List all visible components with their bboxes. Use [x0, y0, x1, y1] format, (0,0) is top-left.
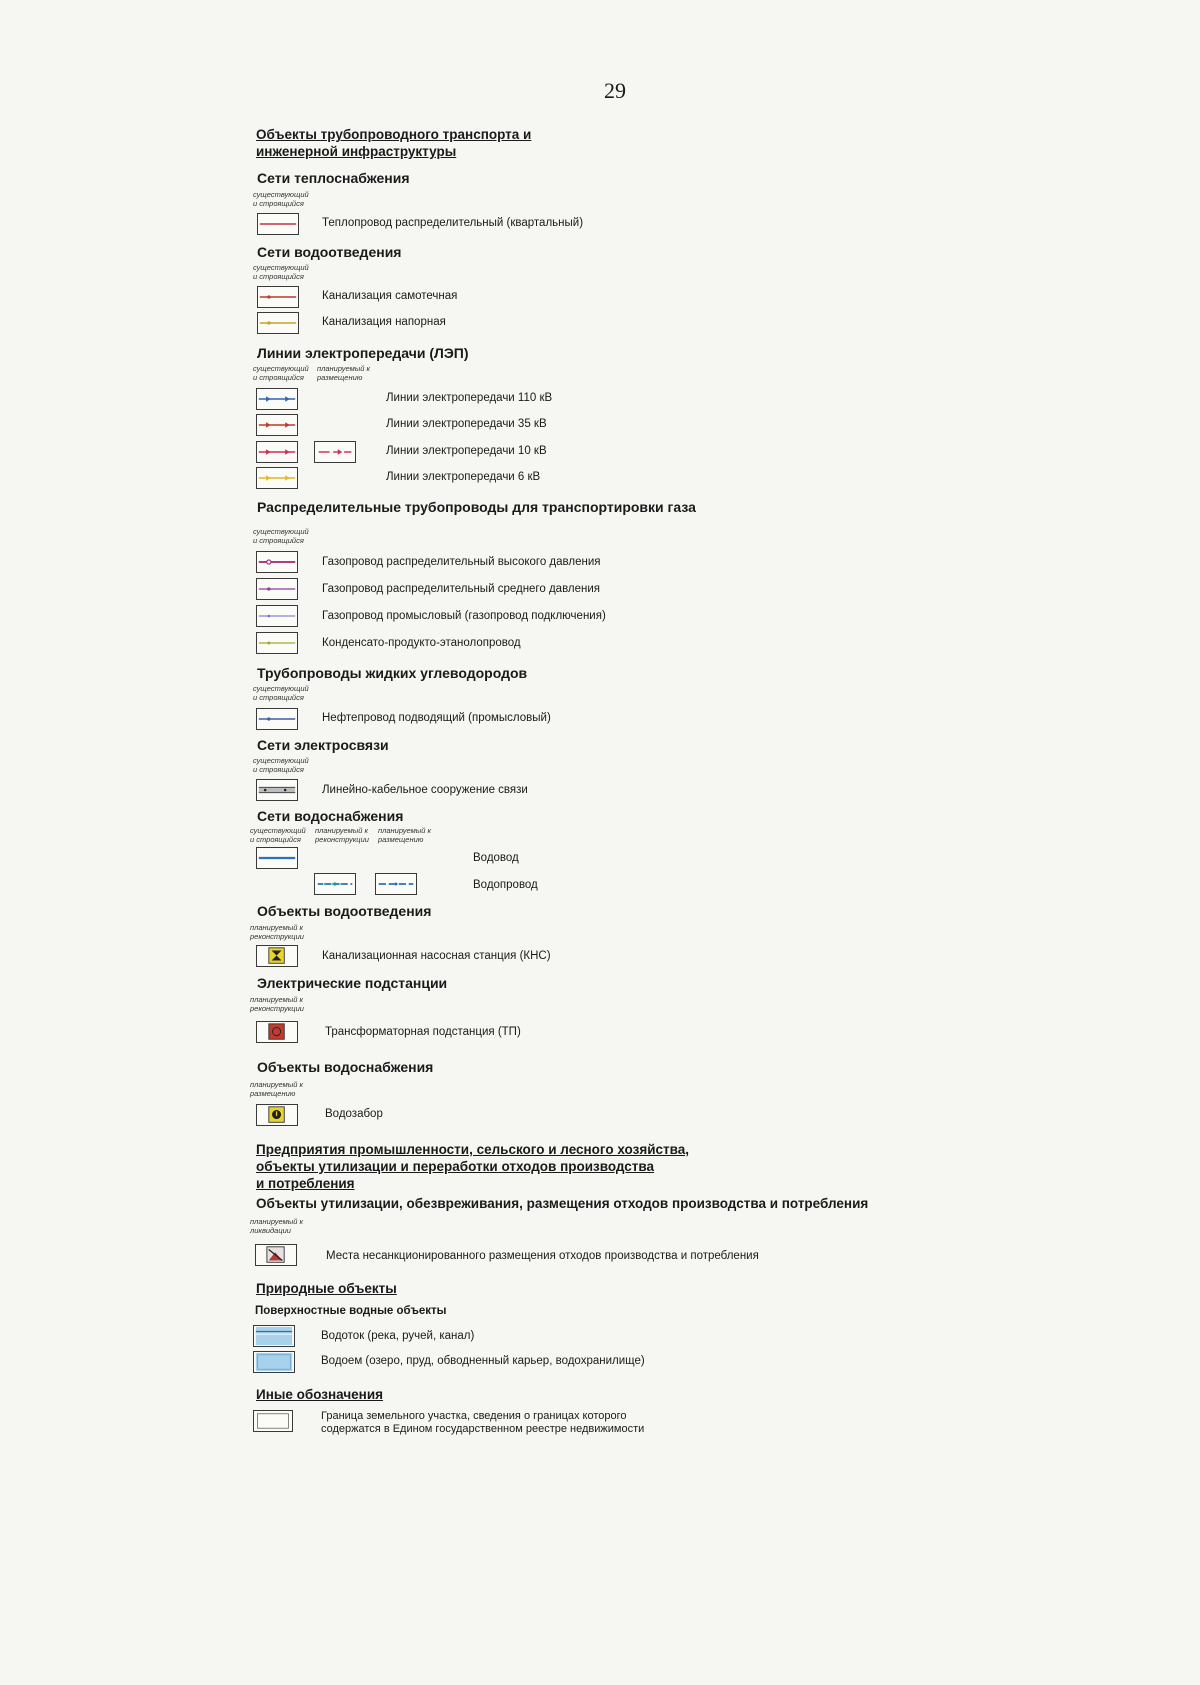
caption-reconstruction — [250, 923, 304, 941]
caption-existing — [253, 263, 309, 281]
power-6-symbol — [256, 467, 298, 489]
caption-line: размещению — [378, 835, 424, 844]
caption-line: планируемый к — [250, 995, 304, 1004]
caption-line: существующий — [253, 190, 309, 199]
caption-existing — [253, 364, 309, 382]
section-title-nature: Природные объекты — [256, 1281, 397, 1296]
legend-label: Газопровод промысловый (газопровод подключения) — [322, 610, 606, 622]
caption-line: существующий — [250, 826, 306, 835]
section-title-industry — [256, 1141, 689, 1192]
legend-label: Водоток (река, ручей, канал) — [321, 1330, 475, 1342]
land-plot-boundary-symbol — [253, 1410, 293, 1432]
water-reconstruction-symbol — [314, 873, 356, 895]
group-title-water: Сети водоснабжения — [257, 808, 404, 824]
watercourse-symbol — [253, 1325, 295, 1347]
transformer-substation-symbol — [256, 1021, 298, 1043]
power-110-symbol — [256, 388, 298, 410]
legend-label: Теплопровод распределительный (квартальный) — [322, 217, 584, 229]
legend-label: Трансформаторная подстанция (ТП) — [325, 1026, 521, 1038]
kns-symbol — [256, 945, 298, 967]
group-title-surface-water: Поверхностные водные объекты — [255, 1305, 447, 1317]
caption-planned — [250, 1080, 303, 1098]
legend-label: Водозабор — [325, 1108, 383, 1120]
group-title-waste: Объекты утилизации, обезвреживания, размещения отходов производства и потребления — [256, 1196, 869, 1211]
section-title-line: Объекты трубопроводного транспорта и — [256, 127, 532, 142]
gas-high-symbol — [256, 551, 298, 573]
water-main-symbol — [256, 847, 298, 869]
caption-line: реконструкции — [315, 835, 369, 844]
group-title-water-objects: Объекты водоснабжения — [257, 1059, 434, 1075]
legend-label: Водопровод — [473, 879, 538, 891]
caption-line: и строящийся — [253, 536, 304, 545]
caption-reconstruction — [250, 995, 304, 1013]
legend-label: Нефтепровод подводящий (промысловый) — [322, 712, 551, 724]
group-title-power: Линии электропередачи (ЛЭП) — [257, 345, 469, 361]
legend-label: Линии электропередачи 6 кВ — [386, 471, 541, 483]
legend-label-line: Граница земельного участка, сведения о границах которого — [321, 1410, 627, 1422]
group-title-substations: Электрические подстанции — [257, 975, 448, 991]
section-title-line: объекты утилизации и переработки отходов производства — [256, 1159, 655, 1174]
group-title-gas: Распределительные трубопроводы для транспортировки газа — [257, 499, 696, 515]
caption-line: и строящийся — [253, 693, 304, 702]
caption-line: планируемый к — [317, 364, 371, 373]
section-title-line: и потребления — [256, 1176, 355, 1191]
caption-line: существующий — [253, 684, 309, 693]
legend-label: Водоем (озеро, пруд, обводненный карьер, водохранилище) — [321, 1355, 645, 1367]
caption-line: существующий — [253, 527, 309, 536]
heat-pipeline-symbol — [257, 213, 299, 235]
section-title-pipelines — [256, 126, 531, 160]
caption-line: и строящийся — [253, 373, 304, 382]
legend-label: Линии электропередачи 10 кВ — [386, 445, 547, 457]
legend-label: Линейно-кабельное сооружение связи — [322, 784, 528, 796]
page-number: 29 — [604, 78, 626, 103]
caption-line: и строящийся — [253, 272, 304, 281]
group-title-oil: Трубопроводы жидких углеводородов — [257, 665, 528, 681]
caption-line: существующий — [253, 756, 309, 765]
caption-line: существующий — [253, 263, 309, 272]
legend-label: Канализация напорная — [322, 316, 446, 328]
caption-line: планируемый к — [250, 923, 304, 932]
caption-line: планируемый к — [315, 826, 369, 835]
caption-existing — [253, 190, 309, 208]
water-intake-symbol — [256, 1104, 298, 1126]
section-title-line: Предприятия промышленности, сельского и лесного хозяйства, — [256, 1142, 690, 1157]
caption-line: планируемый к — [378, 826, 432, 835]
legend-label: Канализация самотечная — [322, 290, 458, 302]
legend-label: Линии электропередачи 110 кВ — [386, 392, 553, 404]
unauthorized-dump-symbol — [255, 1244, 297, 1266]
section-title-other: Иные обозначения — [256, 1387, 384, 1402]
telecom-symbol — [256, 779, 298, 801]
power-35-symbol — [256, 414, 298, 436]
power-10-symbol — [256, 441, 298, 463]
caption-line: существующий — [253, 364, 309, 373]
caption-line: планируемый к — [250, 1217, 304, 1226]
caption-line: планируемый к — [250, 1080, 304, 1089]
caption-existing — [253, 684, 309, 702]
caption-existing — [250, 826, 306, 844]
caption-existing — [253, 756, 309, 774]
legend-label: Места несанкционированного размещения отходов производства и потребления — [326, 1250, 759, 1262]
legend-label: Водовод — [473, 852, 519, 864]
condensate-symbol — [256, 632, 298, 654]
gas-mid-symbol — [256, 578, 298, 600]
water-planned-symbol — [375, 873, 417, 895]
legend-label-line: содержатся в Едином государственном реестре недвижимости — [321, 1423, 645, 1435]
section-title-line: инженерной инфраструктуры — [256, 144, 457, 159]
caption-existing — [253, 527, 309, 545]
caption-line: размещению — [250, 1089, 296, 1098]
group-title-heat: Сети теплоснабжения — [257, 170, 410, 186]
oil-pipeline-symbol — [256, 708, 298, 730]
caption-line: и строящийся — [250, 835, 301, 844]
caption-planned — [317, 364, 370, 382]
land-plot-boundary-label — [321, 1410, 644, 1436]
water-body-symbol — [253, 1351, 295, 1373]
sewer-pressure-symbol — [257, 312, 299, 334]
legend-label: Газопровод распределительный среднего давления — [322, 583, 601, 595]
sewer-gravity-symbol — [257, 286, 299, 308]
caption-liquidation — [250, 1217, 303, 1235]
power-10-planned-symbol — [314, 441, 356, 463]
caption-line: размещению — [317, 373, 363, 382]
legend-label: Линии электропередачи 35 кВ — [386, 418, 547, 430]
group-title-sewer-objects: Объекты водоотведения — [257, 903, 432, 919]
caption-reconstruction — [315, 826, 369, 844]
legend-label: Газопровод распределительный высокого давления — [322, 556, 601, 568]
caption-line: реконструкции — [250, 932, 304, 941]
caption-line: ликвидации — [250, 1226, 291, 1235]
gas-field-symbol — [256, 605, 298, 627]
caption-line: и строящийся — [253, 765, 304, 774]
caption-planned — [378, 826, 431, 844]
caption-line: реконструкции — [250, 1004, 304, 1013]
caption-line: и строящийся — [253, 199, 304, 208]
legend-label: Конденсато-продукто-этанолопровод — [322, 637, 521, 649]
legend-label: Канализационная насосная станция (КНС) — [322, 950, 551, 962]
group-title-telecom: Сети электросвязи — [257, 737, 389, 753]
group-title-sewer: Сети водоотведения — [257, 244, 402, 260]
